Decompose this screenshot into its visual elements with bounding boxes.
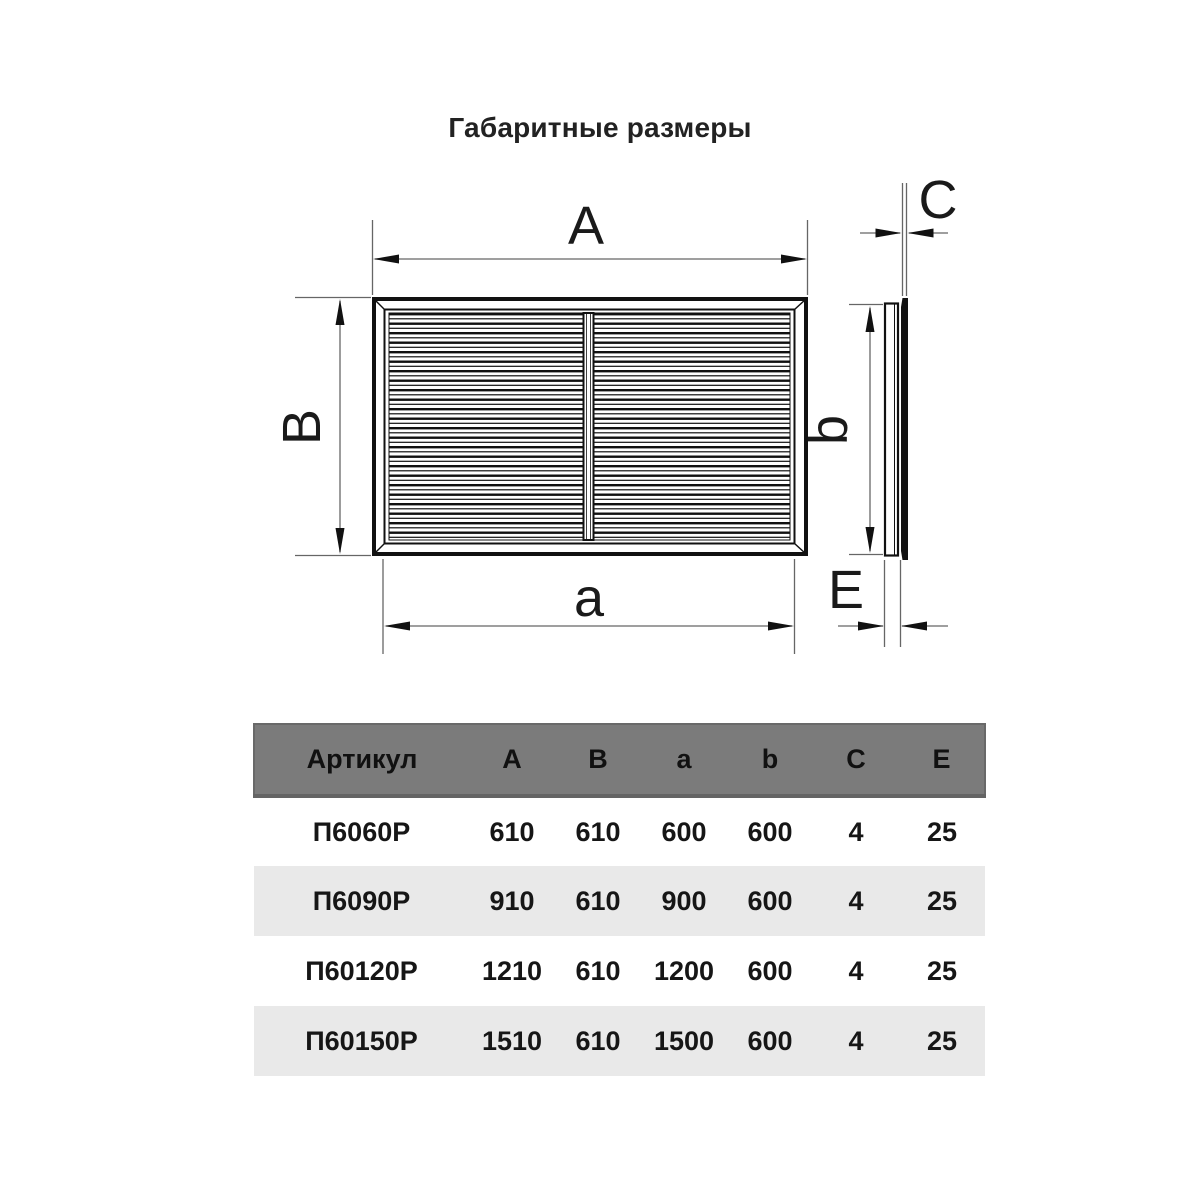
arrowhead-left bbox=[384, 622, 410, 631]
header-A: А bbox=[469, 724, 555, 796]
grille-front-view bbox=[374, 299, 806, 554]
cell-B: 610 bbox=[575, 816, 621, 847]
arrowhead-left bbox=[373, 255, 399, 264]
cell-article: П6060Р bbox=[312, 816, 411, 847]
cell-B: 610 bbox=[575, 955, 621, 986]
cell-b: 600 bbox=[747, 955, 793, 986]
arrowhead-right bbox=[876, 229, 902, 238]
arrowhead-down bbox=[866, 527, 875, 553]
table-row bbox=[254, 796, 985, 866]
cell-b: 600 bbox=[747, 816, 793, 847]
cell-B: 610 bbox=[575, 885, 621, 916]
page-title: Габаритные размеры bbox=[448, 112, 752, 143]
label-B: B bbox=[272, 408, 332, 446]
cell-b: 600 bbox=[747, 1025, 793, 1056]
cell-E: 25 bbox=[926, 1025, 958, 1056]
arrowhead-down bbox=[336, 528, 345, 554]
arrowhead-right bbox=[858, 622, 884, 631]
header-article: Артикул bbox=[254, 724, 469, 796]
table-row bbox=[254, 866, 985, 936]
side-flange bbox=[901, 298, 908, 560]
header-C: С bbox=[813, 724, 899, 796]
cell-b: 600 bbox=[747, 885, 793, 916]
arrowhead-up bbox=[866, 306, 875, 332]
cell-E: 25 bbox=[926, 885, 958, 916]
arrowhead-left bbox=[901, 622, 927, 631]
arrowhead-right bbox=[768, 622, 794, 631]
cell-a: 1500 bbox=[653, 1025, 715, 1056]
table-row bbox=[254, 1006, 985, 1076]
cell-A: 610 bbox=[489, 816, 535, 847]
header-b: b bbox=[727, 724, 813, 796]
label-E: E bbox=[827, 560, 865, 620]
cell-A: 1510 bbox=[481, 1025, 543, 1056]
table-header-row bbox=[254, 724, 985, 796]
header-B: В bbox=[555, 724, 641, 796]
arrowhead-up bbox=[336, 299, 345, 325]
grille-side-view bbox=[885, 298, 908, 560]
cell-A: 1210 bbox=[481, 955, 543, 986]
side-body bbox=[885, 304, 898, 556]
center-divider bbox=[584, 313, 594, 540]
cell-C: 4 bbox=[848, 885, 864, 916]
cell-a: 900 bbox=[661, 885, 707, 916]
cell-C: 4 bbox=[848, 1025, 864, 1056]
cell-B: 610 bbox=[575, 1025, 621, 1056]
cell-A: 910 bbox=[489, 885, 535, 916]
cell-C: 4 bbox=[848, 955, 864, 986]
cell-article: П6090Р bbox=[312, 885, 411, 916]
cell-a: 1200 bbox=[653, 955, 715, 986]
header-E: Е bbox=[899, 724, 985, 796]
cell-E: 25 bbox=[926, 816, 958, 847]
arrowhead-right bbox=[781, 255, 807, 264]
label-b: b bbox=[799, 414, 859, 446]
cell-article: П60120Р bbox=[305, 955, 418, 986]
dimensions-table bbox=[253, 723, 986, 1076]
cell-E: 25 bbox=[926, 955, 958, 986]
cell-C: 4 bbox=[848, 816, 864, 847]
cell-a: 600 bbox=[661, 816, 707, 847]
label-a: a bbox=[573, 568, 605, 628]
cell-article: П60150Р bbox=[305, 1025, 418, 1056]
label-A: A bbox=[567, 196, 605, 256]
table-row bbox=[254, 936, 985, 1006]
header-a: a bbox=[641, 724, 727, 796]
label-C: C bbox=[918, 170, 958, 230]
